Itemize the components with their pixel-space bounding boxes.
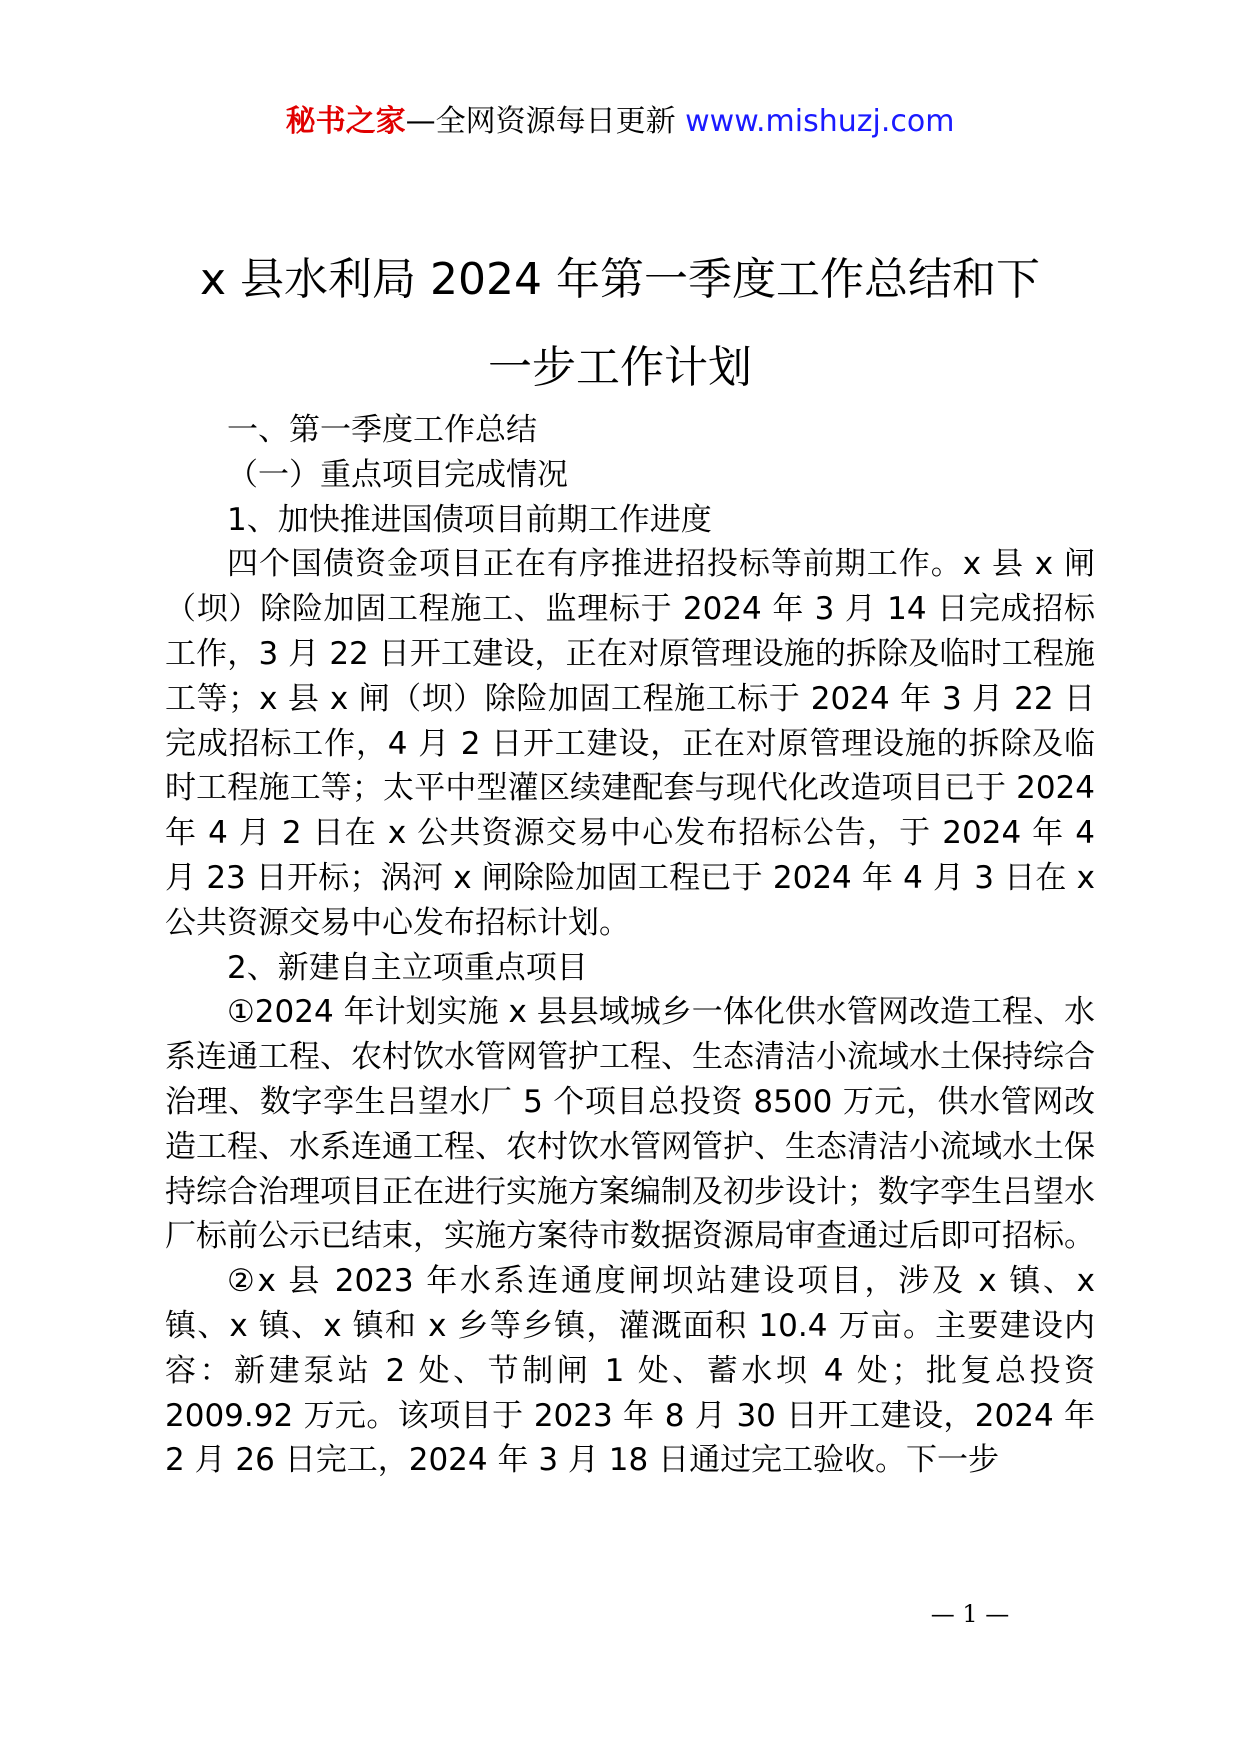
page-number: — 1 — xyxy=(930,1600,1010,1628)
site-url[interactable]: www.mishuzj.com xyxy=(685,104,955,139)
item-heading: 1、加快推进国债项目前期工作进度 xyxy=(227,501,712,538)
section-heading: 一、第一季度工作总结 xyxy=(227,412,537,448)
body-paragraph: ②x 县 2023 年水系连通度闸坝站建设项目，涉及 x 镇、x 镇、x 镇、x 镇和 x 乡等乡镇，灌溉面积 10.4 万亩。主要建设内容：新建泵站 2 处、节制闸 1 处、蓄水坝 4 处；批复总投资 2009.92 万元。该项目于 2023 年 8 月 30 日开工建设，2024 年 2 月 26 日完工，2024 年 3 月 18 日通过完工验收。下一步 xyxy=(165,1263,1095,1479)
site-slogan: —全网资源每日更新 xyxy=(405,104,676,139)
subsection-heading: （一）重点项目完成情况 xyxy=(227,456,568,493)
document-title-line-2: 一步工作计划 xyxy=(488,342,752,393)
document-title xyxy=(180,236,1060,412)
item-heading: 2、新建自主立项重点项目 xyxy=(227,949,588,986)
document-title-line-1: x 县水利局 2024 年第一季度工作总结和下 xyxy=(200,254,1040,305)
site-header xyxy=(0,100,1240,144)
body-paragraph: 四个国债资金项目正在有序推进招投标等前期工作。x 县 x 闸（坝）除险加固工程施工、监理标于 2024 年 3 月 14 日完成招标工作，3 月 22 日开工建设，正在对原管理设施的拆除及临时工程施工等；x 县 x 闸（坝）除险加固工程施工标于 2024 年 3 月 22 日完成招标工作，4 月 2 日开工建设，正在对原管理设施的拆除及临时工程施工等；太平中型灌区续建配套与现代化改造项目已于 2024 年 4 月 2 日在 x 公共资源交易中心发布招标公告，于 2024 年 4 月 23 日开标；涡河 x 闸除险加固工程已于 2024 年 4 月 3 日在 x 公共资源交易中心发布招标计划。 xyxy=(165,546,1095,941)
site-brand: 秘书之家 xyxy=(285,104,406,139)
body-paragraph: ①2024 年计划实施 x 县县域城乡一体化供水管网改造工程、水系连通工程、农村饮水管网管护工程、生态清洁小流域水土保持综合治理、数字孪生吕望水厂 5 个项目总投资 8500 万元，供水管网改造工程、水系连通工程、农村饮水管网管护、生态清洁小流域水土保持综合治理项目正在进行实施方案编制及初步设计；数字孪生吕望水厂标前公示已结束，实施方案待市数据资源局审查通过后即可招标。 xyxy=(165,994,1095,1255)
document-body xyxy=(165,408,1095,1483)
